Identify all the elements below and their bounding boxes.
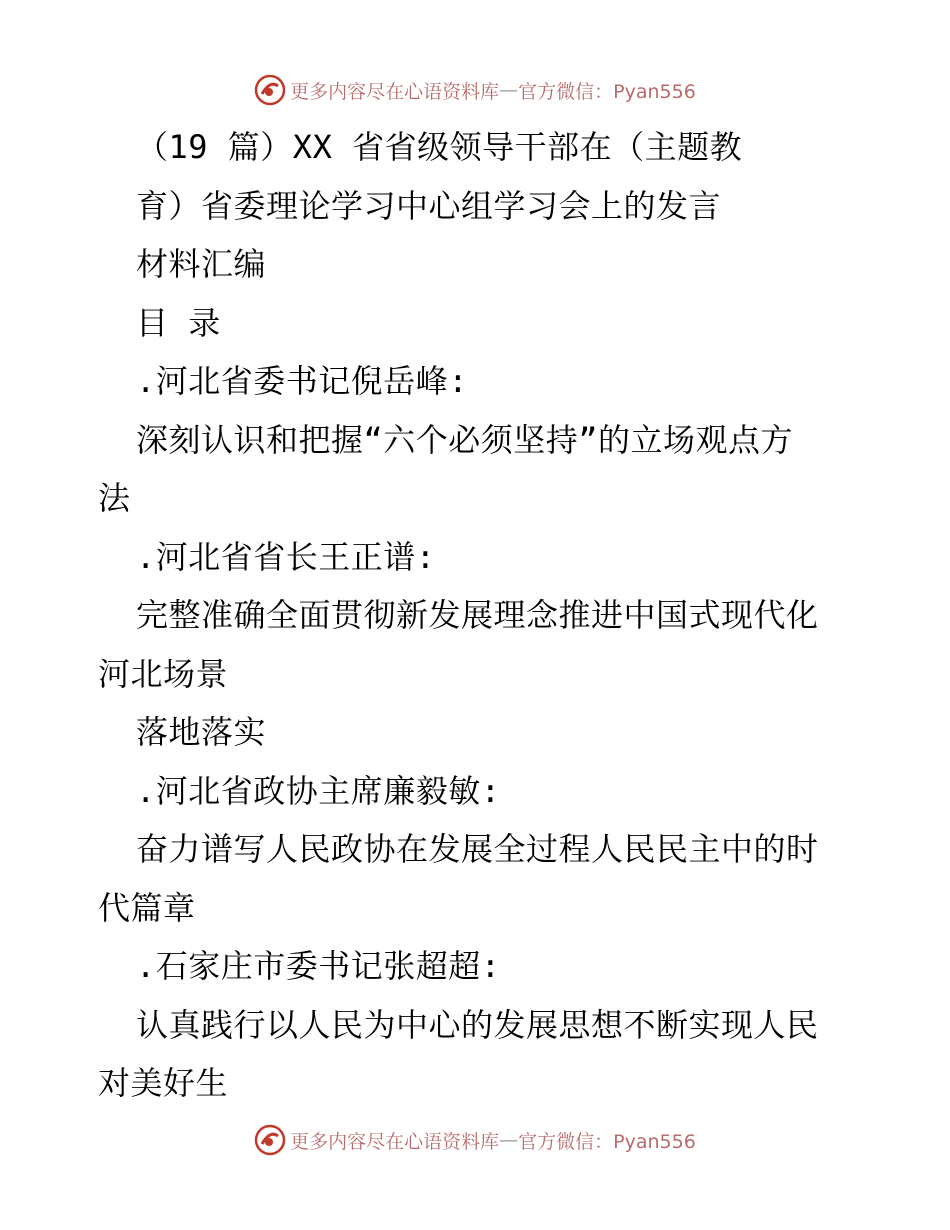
watermark-separator: — bbox=[499, 1129, 519, 1151]
footer-watermark bbox=[0, 1122, 950, 1158]
toc-entry-title-cont: 对美好生 bbox=[98, 1064, 229, 1102]
toc-entry-title: 认真践行以人民为中心的发展思想不断实现人民 bbox=[136, 1005, 819, 1044]
title-line-1: （19 篇）XX 省省级领导干部在（主题教 bbox=[136, 128, 743, 166]
logo-icon bbox=[254, 74, 286, 106]
toc-heading: 目 录 bbox=[136, 303, 221, 342]
toc-entry-title-cont: 河北场景 bbox=[98, 654, 229, 693]
toc-entry-title-cont: 法 bbox=[98, 479, 131, 517]
watermark-wechat: 官方微信：Pyan556 bbox=[518, 80, 696, 103]
toc-entry-author: .石家庄市委书记张超超: bbox=[136, 947, 501, 985]
toc-entry-title: 完整准确全面贯彻新发展理念推进中国式现代化 bbox=[136, 596, 819, 634]
title-line-2: 育）省委理论学习中心组学习会上的发言 bbox=[136, 186, 722, 225]
header-watermark bbox=[0, 72, 950, 108]
watermark-wechat: 官方微信：Pyan556 bbox=[518, 1130, 696, 1153]
toc-entry-title: 深刻认识和把握“六个必须坚持”的立场观点方 bbox=[136, 420, 794, 459]
title-line-3: 材料汇编 bbox=[136, 245, 267, 283]
toc-entry-author: .河北省委书记倪岳峰: bbox=[136, 362, 469, 400]
toc-entry-author: .河北省省长王正谱: bbox=[136, 537, 436, 576]
toc-entry-title: 奋力谱写人民政协在发展全过程人民民主中的时 bbox=[136, 830, 819, 868]
watermark-separator: — bbox=[499, 79, 519, 101]
toc-entry-title-cont: 代篇章 bbox=[98, 888, 196, 927]
watermark-text: 更多内容尽在心语资料库 bbox=[290, 80, 500, 103]
document-body bbox=[98, 118, 858, 1113]
watermark-text: 更多内容尽在心语资料库 bbox=[290, 1130, 500, 1153]
toc-entry-author: .河北省政协主席廉毅敏: bbox=[136, 771, 501, 810]
logo-icon bbox=[254, 1124, 286, 1156]
toc-entry-title-cont: 落地落实 bbox=[136, 713, 267, 751]
